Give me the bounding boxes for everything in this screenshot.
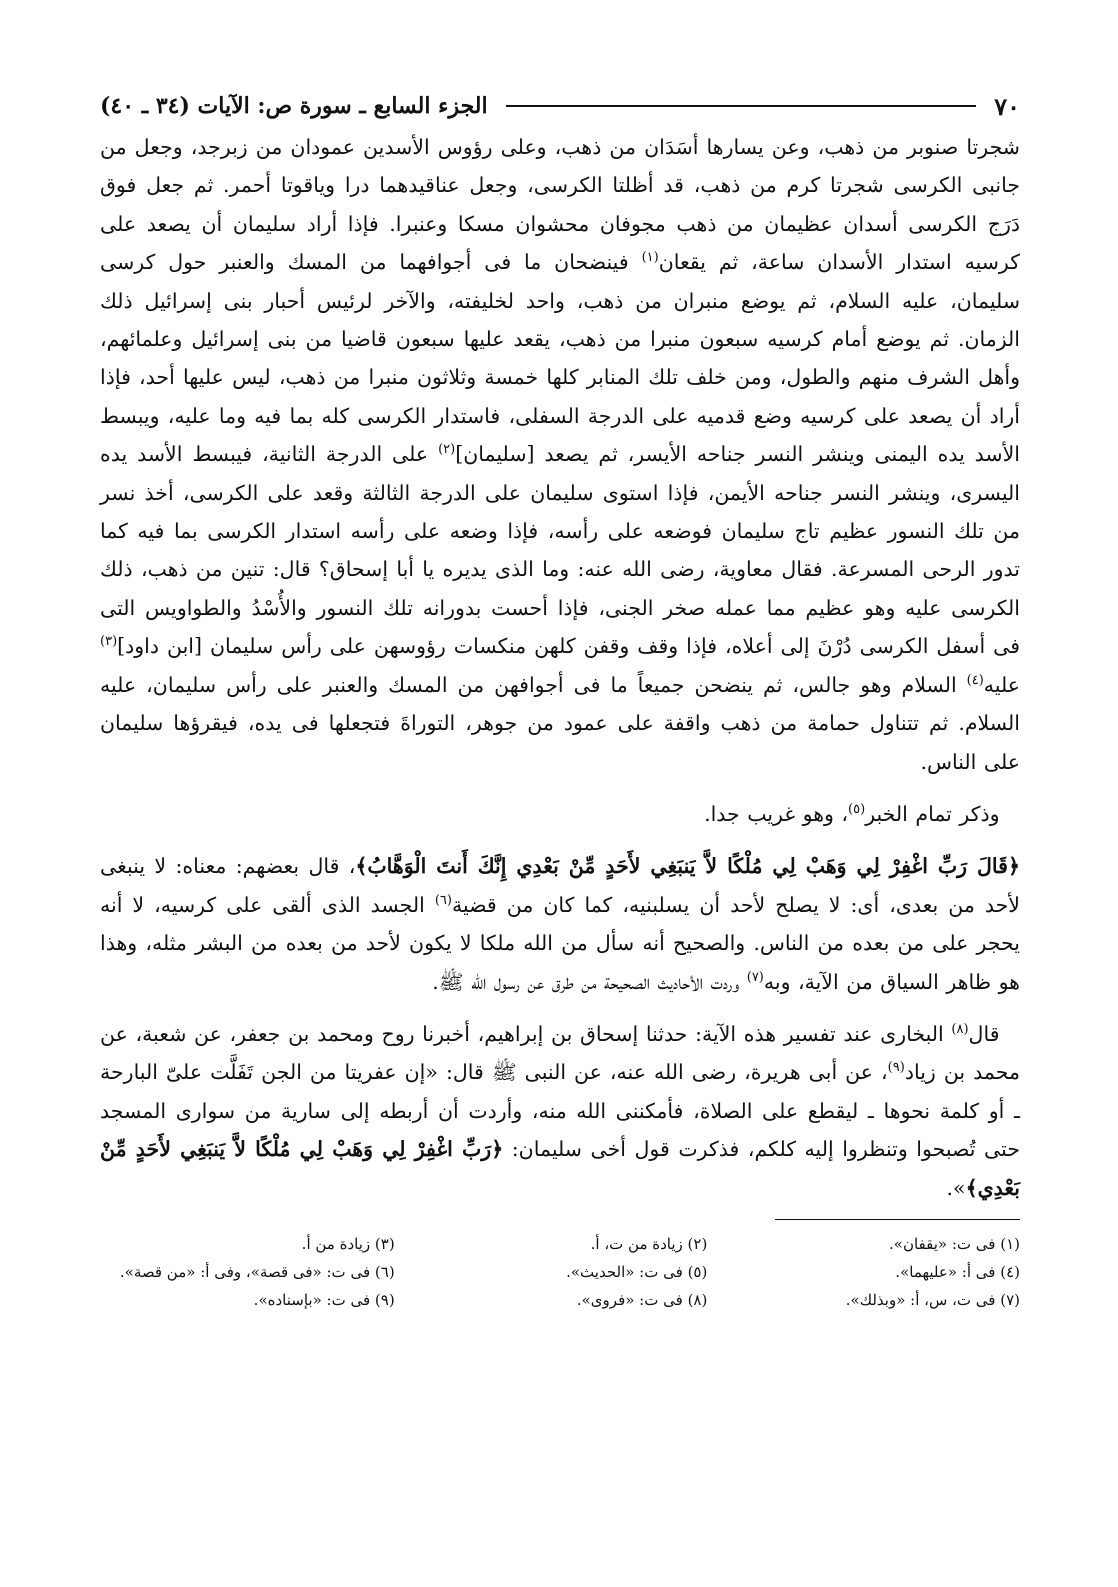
footnote: (٤) فى أ: «عليهما».	[895, 1262, 1020, 1281]
quran-verse: ﴿رَبِّ اغْفِرْ لِي وَهَبْ لِي مُلْكًا لاَّ يَنبَغِي لأَحَدٍ مِّنْ بَعْدِي﴾	[100, 1137, 1020, 1200]
footnote-ref: (١)	[641, 250, 659, 266]
page-number: ٧٠	[994, 91, 1020, 121]
footnote-ref: (٤)	[966, 672, 984, 688]
footnote-ref: (٧)	[746, 969, 764, 985]
footnote: (٨) فى ت: «فروى».	[576, 1290, 708, 1309]
footnote: (٣) زيادة من أ.	[301, 1234, 395, 1253]
running-header	[100, 88, 1020, 124]
header-rule	[506, 105, 977, 107]
main-text	[100, 128, 1020, 1207]
footnote-ref: (٩)	[887, 1060, 905, 1076]
footnote: (٢) زيادة من ت، أ.	[590, 1234, 708, 1253]
running-title: الجزء السابع ـ سورة ص: الآيات (٣٤ ـ ٤٠)	[100, 93, 488, 119]
footnote-rule	[775, 1219, 1020, 1220]
footnote: (٥) فى ت: «الحديث».	[566, 1262, 708, 1281]
footnote-ref: (٨)	[951, 1022, 969, 1038]
paragraph: وذكر تمام الخبر$^{(٥)}$، وهو غريب جدا.	[704, 801, 1000, 826]
paragraph: ﴿قَالَ رَبِّ اغْفِرْ لِي وَهَبْ لِي مُلْكًا لاَّ يَنبَغِي لأَحَدٍ مِّنْ بَعْدِي إِنَّكَ أَنتَ الْوَهَّابُ﴾، قال بعضهم: معناه: لا ينبغى لأحد من بعدى، أى: لا يصلح لأحد أن يسلبنيه، كما كان من قضية$^{(٦)}$ الجسد الذى ألقى على كرسيه، لا أنه يحجر على من بعده من الناس. والصحيح أنه سأل من الله ملكا لا يكون لأحد من بعده من البشر مثله، وهذا هو ظاهر السياق من الآية، وبه$^{(٧)}$ وردت الأحاديث الصحيحة من طرق عن رسول الله ﷺ.	[100, 854, 1020, 994]
footnote: (١) فى ت: «يقفان».	[889, 1234, 1020, 1253]
paragraph: شجرتا صنوبر من ذهب، وعن يسارها أسَدَان من ذهب، وعلى رؤوس الأسدين عمودان من زبرجد، وجعل من جانبى الكرسى شجرتا كرم من ذهب، قد أظلتا الكرسى، وجعل عناقيدهما درا وياقوتا أحمر. ثم جعل فوق دَرَج الكرسى أسدان عظيمان من ذهب مجوفان محشوان مسكا وعنبرا. فإذا أراد سليمان أن يصعد على كرسيه استدار الأسدان ساعة، ثم يقعان$^{(١)}$ فينضحان ما فى أجوافهما من المسك والعنبر حول كرسى سليمان، عليه السلام، ثم يوضع منبران من ذهب، واحد لخليفته، والآخر لرئيس أحبار بنى إسرائيل ذلك الزمان. ثم يوضع أمام كرسيه سبعون منبرا من ذهب، يقعد عليها سبعون قاضيا من بنى إسرائيل وعلمائهم، وأهل الشرف منهم والطول، ومن خلف تلك المنابر كلها خمسة وثلاثون منبرا من ذهب، ليس عليها أحد، فإذا أراد أن يصعد على كرسيه وضع قدميه على الدرجة السفلى، فاستدار الكرسى كله بما فيه وما عليه، ويبسط الأسد يده اليمنى وينشر النسر جناحه الأيسر، ثم يصعد [سليمان]$^{(٢)}$ على الدرجة الثانية، فيبسط الأسد يده اليسرى، وينشر النسر جناحه الأيمن، فإذا استوى سليمان على الدرجة الثالثة وقعد على الكرسى، أخذ نسر من تلك النسور عظيم تاج سليمان فوضعه على رأسه، فإذا وضعه على رأسه استدار الكرسى بما فيه كما تدور الرحى المسرعة. فقال معاوية، رضى الله عنه: وما الذى يديره يا أبا إسحاق؟ قال: تنين من ذهب، ذلك الكرسى عليه وهو عظيم مما عمله صخر الجنى، فإذا أحست بدورانه تلك النسور والأُسْدُ والطواويس التى فى أسفل الكرسى دُرْنَ إلى أعلاه، فإذا وقف وقفن كلهن منكسات رؤوسهن على رأس سليمان [ابن داود]$^{(٣)}$ عليه$^{(٤)}$ السلام وهو جالس، ثم ينضحن جميعاً ما فى أجوافهن من المسك والعنبر على رأس سليمان، عليه السلام. ثم تتناول حمامة من ذهب واقفة على عمود من جوهر، التوراةَ فتجعلها فى يده، فيقرؤها سليمان على الناس.	[100, 135, 1020, 774]
footnote-ref: (٥)	[848, 802, 866, 818]
footnote: (٧) فى ت، س، أ: «وبذلك».	[845, 1290, 1020, 1309]
book-page	[100, 88, 1020, 1310]
footnote: (٩) فى ت: «بإسناده».	[253, 1290, 395, 1309]
footnote-ref: (٦)	[434, 892, 452, 908]
footnote: (٦) فى ت: «فى قصة»، وفى أ: «من قصة».	[119, 1262, 395, 1281]
footnote-ref: (٣)	[100, 634, 118, 650]
quran-verse: ﴿قَالَ رَبِّ اغْفِرْ لِي وَهَبْ لِي مُلْكًا لاَّ يَنبَغِي لأَحَدٍ مِّنْ بَعْدِي إِنَّكَ أَنتَ الْوَهَّابُ﴾	[355, 854, 1020, 879]
footnotes	[100, 1234, 1020, 1310]
footnote-ref: (٢)	[438, 442, 456, 458]
paragraph: قال$^{(٨)}$ البخارى عند تفسير هذه الآية: حدثنا إسحاق بن إبراهيم، أخبرنا روح ومحمد بن جعفر، عن شعبة، عن محمد بن زياد$^{(٩)}$، عن أبى هريرة، رضى الله عنه، عن النبى ﷺ قال: «إن عفريتا من الجن تَفَلَّت علىّ البارحة ـ أو كلمة نحوها ـ ليقطع على الصلاة، فأمكننى الله منه، وأردت أن أربطه إلى سارية من سوارى المسجد حتى تُصبحوا وتنظروا إليه كلكم، فذكرت قول أخى سليمان: ﴿رَبِّ اغْفِرْ لِي وَهَبْ لِي مُلْكًا لاَّ يَنبَغِي لأَحَدٍ مِّنْ بَعْدِي﴾».	[100, 1021, 1020, 1200]
